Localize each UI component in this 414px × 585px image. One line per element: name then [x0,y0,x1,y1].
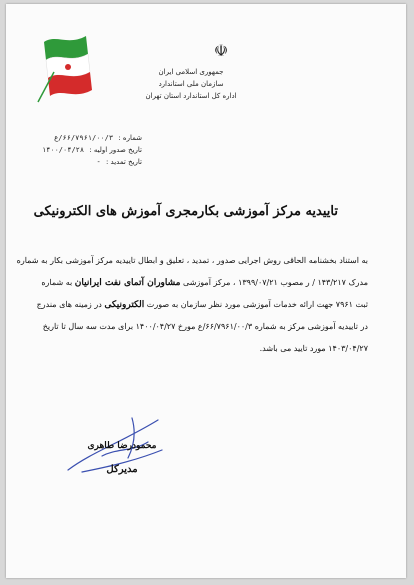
body-line-3-start: ثبت ۷۹۶۱ جهت ارائه خدمات آموزشی مورد نظر سازمان به صورت [146,300,368,309]
meta-renew-row [22,156,142,168]
document-title: تاییدیه مرکز آموزشی بکارمجری آموزش های الکترونیکی [33,204,338,219]
meta-number-row [22,132,142,144]
training-mode: الکترونیکی [104,300,145,310]
document-meta [22,132,142,168]
signer-name: محمودرضا طاهری [87,441,157,451]
document-body [16,250,368,360]
renewal-date-label: تاریخ تمدید : [105,158,142,166]
meta-issue-row [22,144,142,156]
iran-emblem-icon: ☫ [213,41,229,60]
number-value: ۶۶/۷۹۶۱/۰۰/۳/ع [54,134,114,142]
renewal-date-value: - [96,158,101,166]
center-name: مشاوران آتمای نفت ایرانیان [74,278,181,288]
body-line-2-end: به شماره [41,278,73,287]
org-line-country: جمهوری اسلامی ایران [158,68,224,76]
body-line-5: ۱۴۰۳/۰۴/۲۷ مورد تایید می باشد. [259,344,368,353]
body-line-2-start: مدرک ۱۴۳/۲۱۷ / ر مصوب ۱۳۹۹/۰۷/۲۱ ، مرکز آموزشی [183,278,368,287]
body-line-4: در تاییدیه آموزشی مرکز به شماره ۶۶/۷۹۶۱/۰۰/۳/ع مورخ ۱۴۰۰/۰۴/۲۷ برای مدت سه سال تا تاریخ [42,322,368,331]
signer-block [72,438,172,478]
organization-header [116,66,266,102]
certificate-page [6,4,406,578]
org-line-department: اداره کل استاندارد استان تهران [145,92,237,100]
org-line-organization: سازمان ملی استاندارد [158,80,224,88]
signer-position: مدیرکل [106,464,138,475]
iran-flag-icon [34,32,96,104]
body-line-3 [36,294,368,316]
body-line-3-end: در زمینه های مندرج [36,300,102,309]
issue-date-label: تاریخ صدور اولیه : [89,146,142,154]
body-line-1: به استناد بخشنامه الحاقی روش اجرایی صدور ، تمدید ، تعلیق و ابطال تاییدیه مرکز آموزشی بکار به شماره [16,256,368,265]
number-label: شماره : [118,134,142,142]
body-line-2 [41,272,368,294]
issue-date-value: ۱۴۰۰/۰۴/۲۸ [41,146,85,154]
